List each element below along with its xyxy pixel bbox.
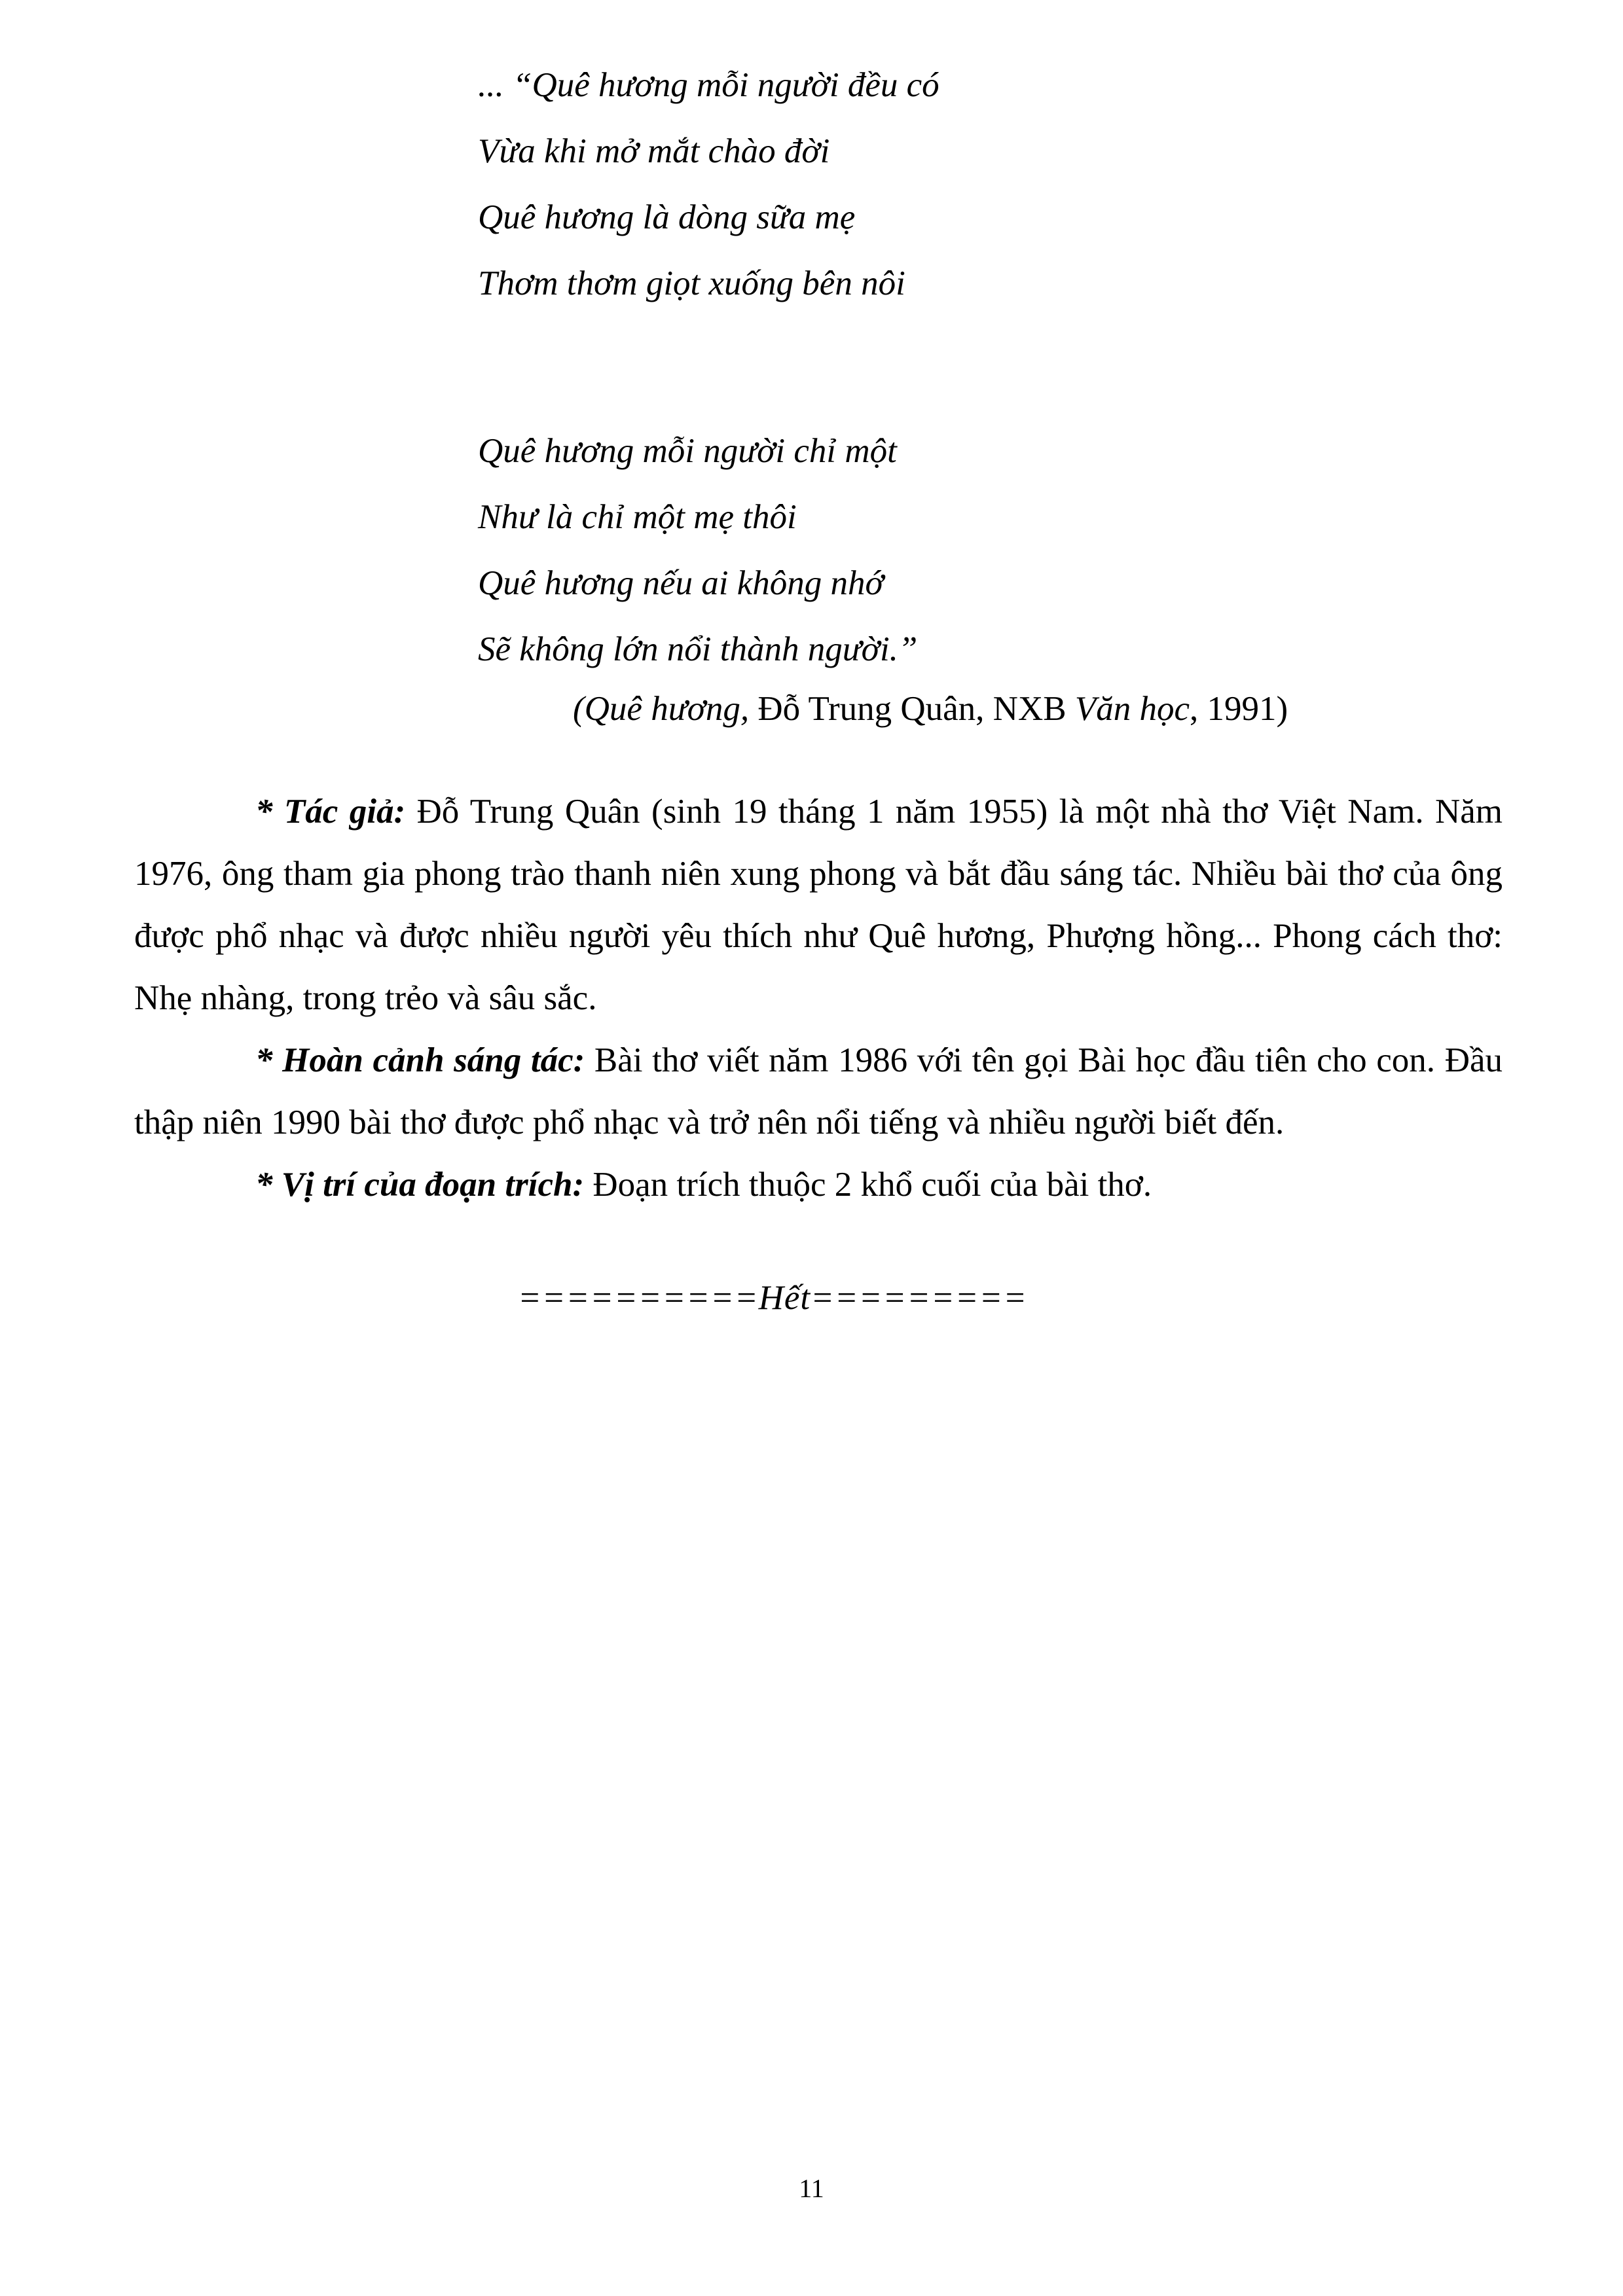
citation-title: (Quê hương, (573, 690, 750, 728)
poem-line: Quê hương mỗi người chỉ một (478, 432, 897, 470)
poem-stanza-2 (478, 418, 1503, 683)
end-marker-equals-left: ========== (517, 1279, 759, 1317)
poem-line: Vừa khi mở mắt chào đời (478, 132, 830, 170)
citation-author: Đỗ Trung Quân, NXB (749, 690, 1075, 728)
note-text: Bài thơ viết năm 1986 với tên gọi Bài học đầu tiên cho con. Đầu thập niên 1990 bài thơ được phổ nhạc và trở nên nổi tiếng và nhiều người biết đến. (134, 1041, 1503, 1141)
note-label: * Hoàn cảnh sáng tác: (255, 1041, 585, 1079)
note-context (134, 1030, 1503, 1154)
poem-quote (478, 52, 1503, 683)
note-author (134, 781, 1503, 1030)
citation-year: , 1991) (1189, 690, 1288, 728)
citation-publisher: Văn học (1074, 690, 1190, 728)
note-text: Đỗ Trung Quân (sinh 19 tháng 1 năm 1955) là một nhà thơ Việt Nam. Năm 1976, ông tham gia phong trào thanh niên xung phong và bắt đầu sáng tác. Nhiều bài thơ của ông được phổ nhạc và được nhiều người yêu thích như Quê hương, Phượng hồng... Phong cách thơ: Nhẹ nhàng, trong trẻo và sâu sắc. (134, 793, 1503, 1017)
poem-line: Như là chỉ một mẹ thôi (478, 498, 797, 536)
page-number: 11 (799, 2174, 824, 2203)
poem-line: ... “Quê hương mỗi người đều có (478, 66, 939, 104)
poem-line: Quê hương nếu ai không nhớ (478, 564, 884, 602)
end-marker-equals-right: ========= (811, 1279, 1028, 1317)
note-label: * Vị trí của đoạn trích: (255, 1166, 585, 1204)
author-notes (134, 781, 1503, 1216)
note-label: * Tác giả: (255, 793, 406, 831)
note-text: Đoạn trích thuộc 2 khổ cuối của bài thơ. (593, 1166, 1152, 1204)
note-excerpt-position (134, 1154, 1503, 1216)
end-marker (88, 1272, 1457, 1324)
poem-stanza-1 (478, 52, 1503, 317)
poem-line: Sẽ không lớn nổi thành người.” (478, 630, 918, 668)
poem-line: Quê hương là dòng sữa mẹ (478, 198, 856, 236)
citation-line (573, 683, 1503, 735)
poem-line: Thơm thơm giọt xuống bên nôi (478, 264, 905, 302)
end-marker-word: Hết (758, 1279, 811, 1317)
